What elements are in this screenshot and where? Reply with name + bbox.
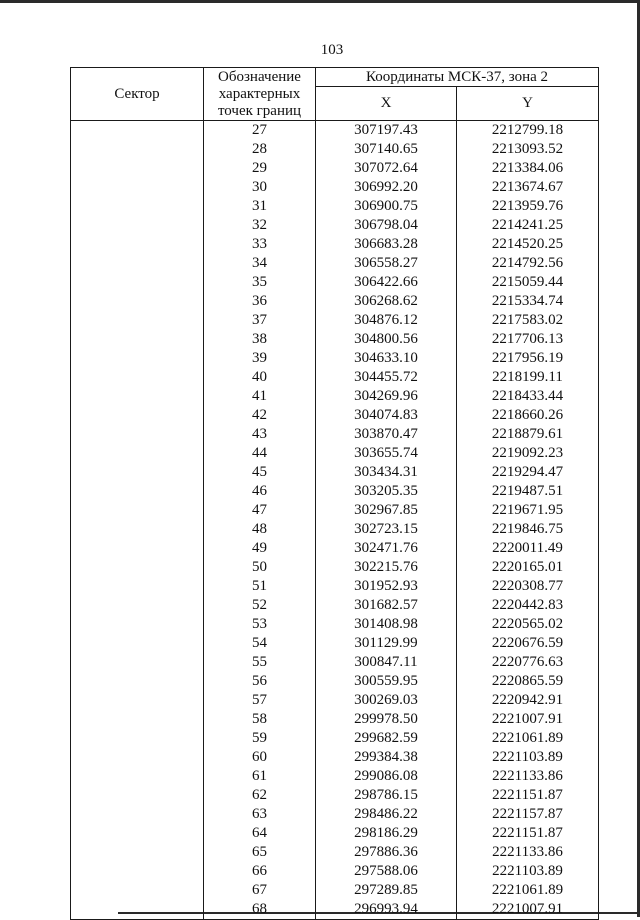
cell-sector — [71, 596, 204, 615]
cell-x: 307197.43 — [316, 121, 457, 141]
cell-y: 2213959.76 — [457, 197, 599, 216]
page-number: 103 — [320, 42, 344, 58]
table-row — [71, 178, 599, 197]
table-row — [71, 254, 599, 273]
cell-x: 301129.99 — [316, 634, 457, 653]
cell-sector — [71, 881, 204, 900]
cell-sector — [71, 463, 204, 482]
cell-point: 35 — [204, 273, 316, 292]
cell-point: 30 — [204, 178, 316, 197]
cell-x: 298786.15 — [316, 786, 457, 805]
cell-sector — [71, 558, 204, 577]
cell-y: 2221157.87 — [457, 805, 599, 824]
cell-sector — [71, 273, 204, 292]
cell-sector — [71, 254, 204, 273]
cell-point: 67 — [204, 881, 316, 900]
cell-sector — [71, 387, 204, 406]
cell-x: 302215.76 — [316, 558, 457, 577]
cell-x: 304074.83 — [316, 406, 457, 425]
cell-sector — [71, 748, 204, 767]
cell-x: 301952.93 — [316, 577, 457, 596]
table-row — [71, 710, 599, 729]
cell-y: 2219846.75 — [457, 520, 599, 539]
table-row — [71, 634, 599, 653]
table-row — [71, 558, 599, 577]
cell-sector — [71, 862, 204, 881]
cell-y: 2219092.23 — [457, 444, 599, 463]
cell-y: 2221061.89 — [457, 729, 599, 748]
cell-point: 65 — [204, 843, 316, 862]
cell-point: 46 — [204, 482, 316, 501]
cell-y: 2213093.52 — [457, 140, 599, 159]
table-row — [71, 482, 599, 501]
cell-sector — [71, 349, 204, 368]
table-row — [71, 862, 599, 881]
cell-y: 2218433.44 — [457, 387, 599, 406]
cell-sector — [71, 311, 204, 330]
table-row — [71, 805, 599, 824]
cell-y: 2215059.44 — [457, 273, 599, 292]
cell-sector — [71, 615, 204, 634]
table-row — [71, 387, 599, 406]
cell-point: 50 — [204, 558, 316, 577]
cell-y: 2214792.56 — [457, 254, 599, 273]
cell-point: 61 — [204, 767, 316, 786]
cell-sector — [71, 634, 204, 653]
cell-y: 2221007.91 — [457, 710, 599, 729]
table-row — [71, 691, 599, 710]
table-row — [71, 425, 599, 444]
table-row — [71, 216, 599, 235]
cell-point: 58 — [204, 710, 316, 729]
table-row — [71, 349, 599, 368]
cell-sector — [71, 292, 204, 311]
cell-point: 48 — [204, 520, 316, 539]
cell-x: 300847.11 — [316, 653, 457, 672]
cell-sector — [71, 482, 204, 501]
cell-x: 307072.64 — [316, 159, 457, 178]
header-x: X — [316, 87, 457, 121]
cell-x: 306558.27 — [316, 254, 457, 273]
cell-y: 2218660.26 — [457, 406, 599, 425]
header-y: Y — [457, 87, 599, 121]
cell-y: 2221103.89 — [457, 862, 599, 881]
table-row — [71, 311, 599, 330]
cell-point: 56 — [204, 672, 316, 691]
cell-y: 2220565.02 — [457, 615, 599, 634]
cell-y: 2221061.89 — [457, 881, 599, 900]
cell-sector — [71, 710, 204, 729]
cell-y: 2218199.11 — [457, 368, 599, 387]
cell-point: 60 — [204, 748, 316, 767]
cell-sector — [71, 653, 204, 672]
cell-sector — [71, 729, 204, 748]
cell-x: 299682.59 — [316, 729, 457, 748]
table-row — [71, 653, 599, 672]
cell-point: 42 — [204, 406, 316, 425]
cell-x: 306268.62 — [316, 292, 457, 311]
table-row — [71, 159, 599, 178]
cell-x: 304269.96 — [316, 387, 457, 406]
cell-point: 47 — [204, 501, 316, 520]
cell-y: 2220011.49 — [457, 539, 599, 558]
cell-x: 307140.65 — [316, 140, 457, 159]
scan-edge-top — [0, 0, 640, 3]
header-point-line-3: точек границ — [217, 102, 302, 119]
cell-y: 2221133.86 — [457, 767, 599, 786]
cell-x: 297588.06 — [316, 862, 457, 881]
table-row — [71, 197, 599, 216]
header-point-line-1: Обозначение — [218, 68, 301, 85]
cell-sector — [71, 786, 204, 805]
cell-point: 51 — [204, 577, 316, 596]
cell-sector — [71, 824, 204, 843]
cell-y: 2220776.63 — [457, 653, 599, 672]
table-row — [71, 330, 599, 349]
cell-sector — [71, 216, 204, 235]
cell-point: 37 — [204, 311, 316, 330]
cell-y: 2213674.67 — [457, 178, 599, 197]
cell-x: 299086.08 — [316, 767, 457, 786]
cell-sector — [71, 805, 204, 824]
cell-y: 2218879.61 — [457, 425, 599, 444]
cell-sector — [71, 539, 204, 558]
cell-sector — [71, 577, 204, 596]
cell-point: 53 — [204, 615, 316, 634]
table-row — [71, 501, 599, 520]
cell-y: 2221133.86 — [457, 843, 599, 862]
table-row — [71, 235, 599, 254]
cell-point: 64 — [204, 824, 316, 843]
header-point-line-2: характерных — [218, 85, 301, 102]
table-row — [71, 406, 599, 425]
cell-x: 306798.04 — [316, 216, 457, 235]
cell-sector — [71, 672, 204, 691]
cell-point: 59 — [204, 729, 316, 748]
cell-point: 68 — [204, 900, 316, 920]
cell-point: 28 — [204, 140, 316, 159]
cell-x: 301408.98 — [316, 615, 457, 634]
cell-x: 297886.36 — [316, 843, 457, 862]
cell-y: 2221151.87 — [457, 786, 599, 805]
cell-sector — [71, 444, 204, 463]
cell-point: 52 — [204, 596, 316, 615]
cell-point: 32 — [204, 216, 316, 235]
cell-point: 27 — [204, 121, 316, 141]
cell-sector — [71, 330, 204, 349]
cell-point: 29 — [204, 159, 316, 178]
table-row — [71, 843, 599, 862]
cell-sector — [71, 178, 204, 197]
cell-y: 2220442.83 — [457, 596, 599, 615]
cell-y: 2219294.47 — [457, 463, 599, 482]
cell-point: 40 — [204, 368, 316, 387]
cell-point: 49 — [204, 539, 316, 558]
cell-x: 298486.22 — [316, 805, 457, 824]
table-row — [71, 786, 599, 805]
cell-x: 303870.47 — [316, 425, 457, 444]
table-row — [71, 273, 599, 292]
cell-sector — [71, 121, 204, 141]
cell-x: 304633.10 — [316, 349, 457, 368]
cell-y: 2220165.01 — [457, 558, 599, 577]
cell-sector — [71, 843, 204, 862]
cell-point: 41 — [204, 387, 316, 406]
header-coordinates: Координаты МСК-37, зона 2 — [316, 68, 599, 87]
cell-x: 304455.72 — [316, 368, 457, 387]
cell-point: 63 — [204, 805, 316, 824]
cell-x: 299978.50 — [316, 710, 457, 729]
cell-sector — [71, 235, 204, 254]
table-row — [71, 881, 599, 900]
cell-sector — [71, 425, 204, 444]
cell-x: 299384.38 — [316, 748, 457, 767]
cell-sector — [71, 501, 204, 520]
table-row — [71, 767, 599, 786]
table-body — [71, 121, 599, 920]
cell-y: 2217706.13 — [457, 330, 599, 349]
table-row — [71, 672, 599, 691]
table-row — [71, 539, 599, 558]
header-sector: Сектор — [71, 68, 204, 121]
cell-point: 31 — [204, 197, 316, 216]
cell-sector — [71, 140, 204, 159]
table-row — [71, 596, 599, 615]
cell-point: 55 — [204, 653, 316, 672]
table-row — [71, 748, 599, 767]
cell-x: 304876.12 — [316, 311, 457, 330]
cell-y: 2214520.25 — [457, 235, 599, 254]
table-row — [71, 292, 599, 311]
cell-x: 300559.95 — [316, 672, 457, 691]
cell-sector — [71, 767, 204, 786]
cell-x: 301682.57 — [316, 596, 457, 615]
cell-point: 39 — [204, 349, 316, 368]
cell-y: 2213384.06 — [457, 159, 599, 178]
cell-point: 44 — [204, 444, 316, 463]
table-header — [71, 68, 599, 121]
cell-x: 306683.28 — [316, 235, 457, 254]
cell-x: 302723.15 — [316, 520, 457, 539]
cell-y: 2217583.02 — [457, 311, 599, 330]
cell-point: 66 — [204, 862, 316, 881]
cell-x: 297289.85 — [316, 881, 457, 900]
table-row — [71, 520, 599, 539]
cell-point: 34 — [204, 254, 316, 273]
cell-point: 54 — [204, 634, 316, 653]
cell-point: 33 — [204, 235, 316, 254]
table-row — [71, 729, 599, 748]
table-row — [71, 140, 599, 159]
cell-y: 2212799.18 — [457, 121, 599, 141]
cell-y: 2217956.19 — [457, 349, 599, 368]
cell-y: 2215334.74 — [457, 292, 599, 311]
cell-y: 2220865.59 — [457, 672, 599, 691]
cell-x: 306992.20 — [316, 178, 457, 197]
cell-x: 298186.29 — [316, 824, 457, 843]
cell-sector — [71, 691, 204, 710]
cell-sector — [71, 197, 204, 216]
cell-x: 304800.56 — [316, 330, 457, 349]
cell-y: 2220676.59 — [457, 634, 599, 653]
cell-x: 306900.75 — [316, 197, 457, 216]
cell-y: 2221007.91 — [457, 900, 599, 920]
table-row — [71, 444, 599, 463]
cell-y: 2219487.51 — [457, 482, 599, 501]
table-row — [71, 824, 599, 843]
cell-point: 45 — [204, 463, 316, 482]
cell-x: 302967.85 — [316, 501, 457, 520]
cell-point: 57 — [204, 691, 316, 710]
cell-x: 303655.74 — [316, 444, 457, 463]
cell-point: 36 — [204, 292, 316, 311]
cell-y: 2220308.77 — [457, 577, 599, 596]
cell-y: 2214241.25 — [457, 216, 599, 235]
cell-x: 300269.03 — [316, 691, 457, 710]
table-row — [71, 121, 599, 141]
table-row — [71, 577, 599, 596]
cell-x: 303434.31 — [316, 463, 457, 482]
cell-sector — [71, 159, 204, 178]
cell-x: 303205.35 — [316, 482, 457, 501]
cell-x: 306422.66 — [316, 273, 457, 292]
table-row — [71, 368, 599, 387]
cell-sector — [71, 406, 204, 425]
cell-x: 302471.76 — [316, 539, 457, 558]
cell-point: 38 — [204, 330, 316, 349]
cell-y: 2221103.89 — [457, 748, 599, 767]
header-point-designation — [204, 68, 316, 121]
coordinates-table — [70, 67, 599, 920]
cell-point: 62 — [204, 786, 316, 805]
cell-y: 2220942.91 — [457, 691, 599, 710]
cell-y: 2221151.87 — [457, 824, 599, 843]
cell-x: 296993.94 — [316, 900, 457, 920]
cell-y: 2219671.95 — [457, 501, 599, 520]
cell-sector — [71, 520, 204, 539]
table-row — [71, 463, 599, 482]
cell-sector — [71, 368, 204, 387]
table-row — [71, 615, 599, 634]
cell-point: 43 — [204, 425, 316, 444]
